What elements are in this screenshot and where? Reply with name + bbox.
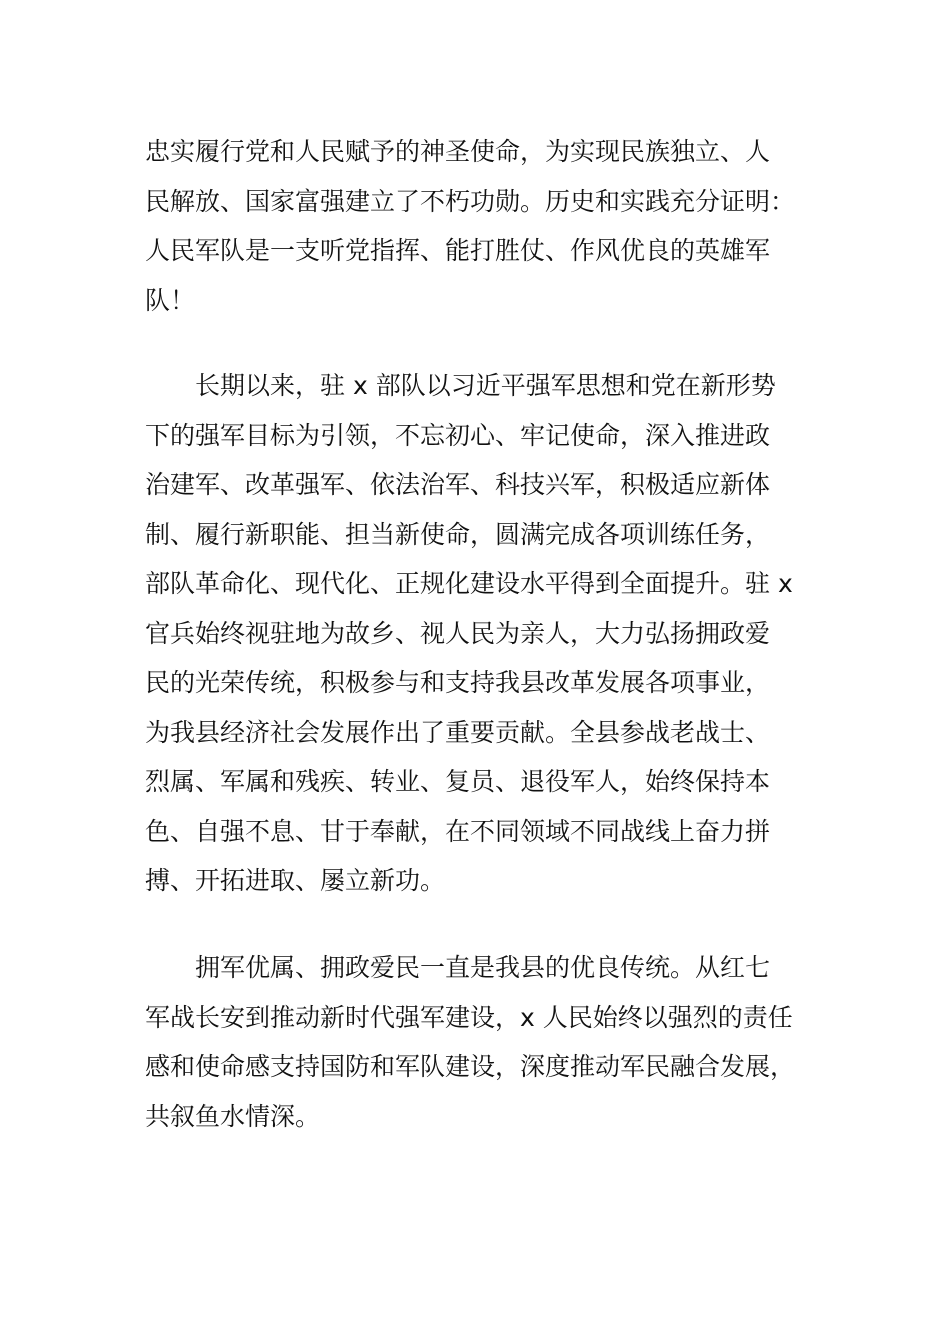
paragraph-3 xyxy=(145,943,810,1141)
text-line: 色、自强不息、甘于奉献，在不同领域不同战线上奋力拼 xyxy=(145,816,771,846)
paragraph-2 xyxy=(145,361,810,906)
text-line: 拥军优属、拥政爱民一直是我县的优良传统。从红七 xyxy=(195,953,771,982)
text-line: 长期以来，驻 x 部队以习近平强军思想和党在新形势 xyxy=(195,371,776,400)
text-line: 队！ xyxy=(145,285,196,315)
text-line: 人民军队是一支听党指挥、能打胜仗、作风优良的英雄军 xyxy=(145,236,771,265)
text-line: 部队革命化、现代化、正规化建设水平得到全面提升。驻 x xyxy=(145,569,793,598)
text-line: 民的光荣传统，积极参与和支持我县改革发展各项事业， xyxy=(145,668,771,697)
text-line: 忠实履行党和人民赋予的神圣使命，为实现民族独立、人 xyxy=(145,137,771,166)
text-line: 为我县经济社会发展作出了重要贡献。全县参战老战士、 xyxy=(145,717,771,747)
text-line: 治建军、改革强军、依法治军、科技兴军，积极适应新体 xyxy=(145,470,771,499)
text-line: 下的强军目标为引领，不忘初心、牢记使命，深入推进政 xyxy=(145,420,771,450)
text-line: 烈属、军属和残疾、转业、复员、退役军人，始终保持本 xyxy=(145,767,771,796)
text-line: 搏、开拓进取、屡立新功。 xyxy=(145,866,446,895)
text-line: 共叙鱼水情深。 xyxy=(145,1101,321,1131)
text-line: 制、履行新职能、担当新使命，圆满完成各项训练任务， xyxy=(145,519,771,549)
text-line: 感和使命感支持国防和军队建设，深度推动军民融合发展， xyxy=(145,1052,796,1081)
text-line: 民解放、国家富强建立了不朽功勋。历史和实践充分证明： xyxy=(145,186,796,216)
text-line: 军战长安到推动新时代强军建设，x 人民始终以强烈的责任 xyxy=(145,1002,793,1032)
text-line: 官兵始终视驻地为故乡、视人民为亲人，大力弘扬拥政爱 xyxy=(145,618,771,648)
paragraph-1 xyxy=(145,127,810,325)
